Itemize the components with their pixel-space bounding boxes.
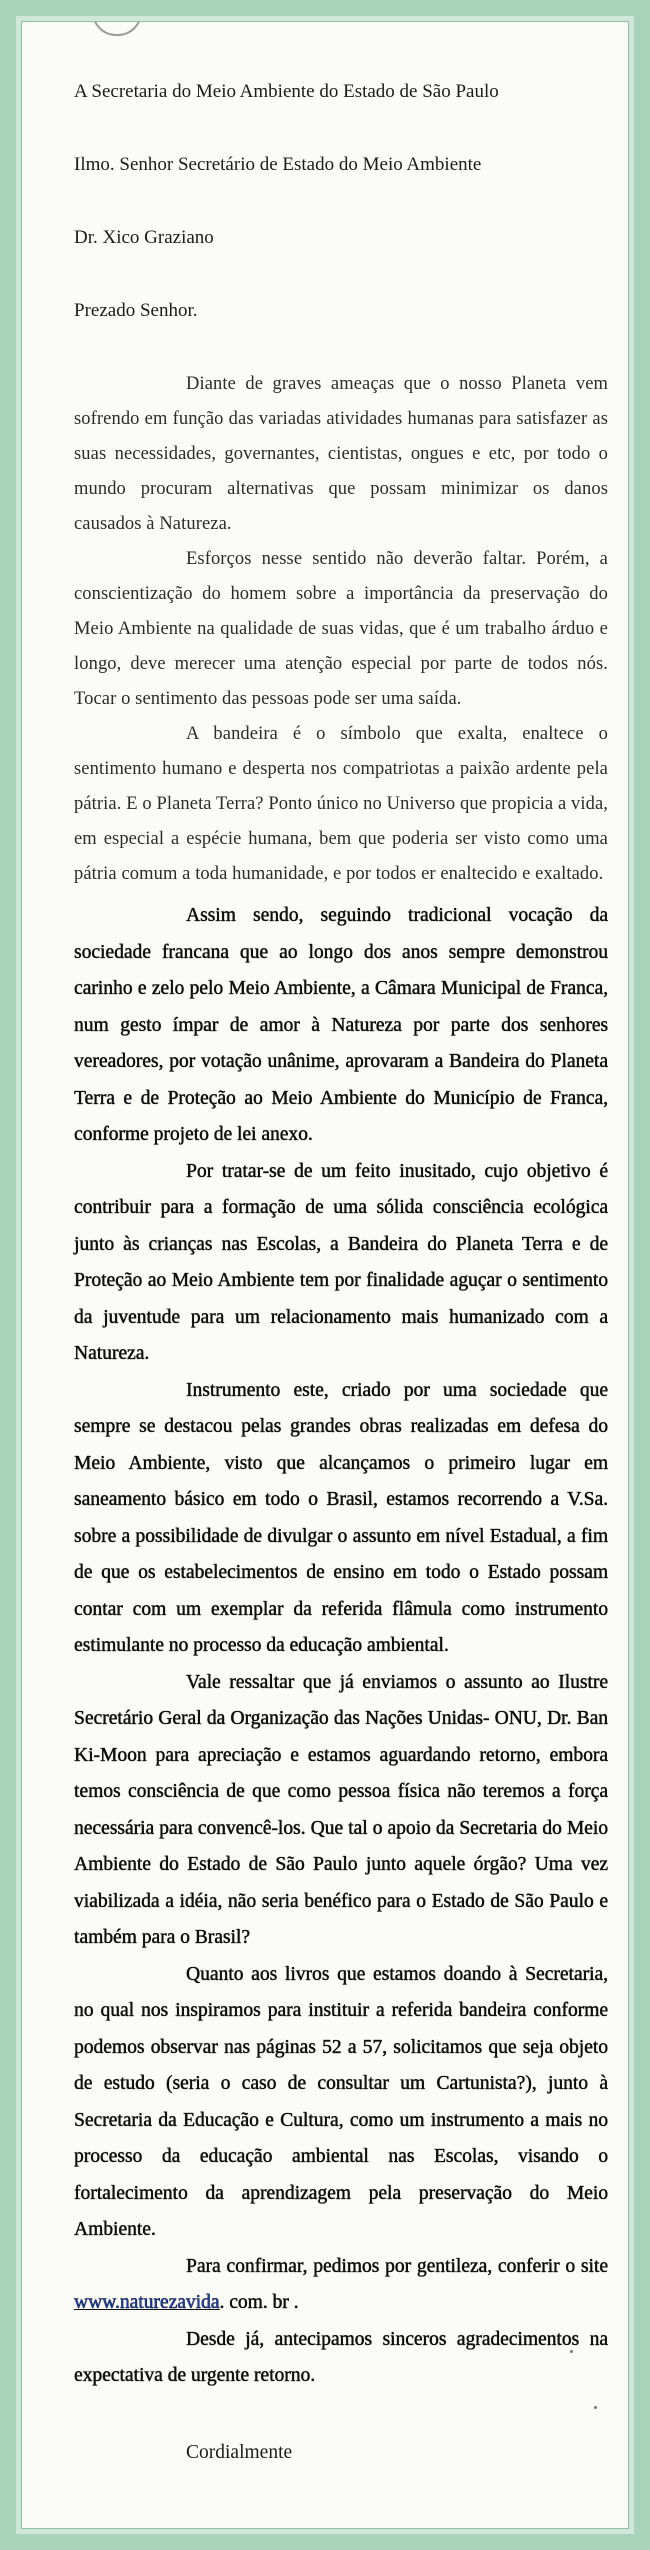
letter-page [22, 22, 628, 2528]
paragraph-request: Instrumento este, criado por uma sociedade que sempre se destacou pelas grandes obras realizadas em defesa do Meio Ambiente, visto que alcançamos o primeiro lugar em saneamento básico em todo o Brasil, estamos recorrendo a V.Sa. sobre a possibilidade de divulgar o assunto em nível Estadual, a fim de que os estabelecimentos de ensino em todo o Estado possam contar com um exemplar da referida flâmula como instrumento estimulante no processo da educação ambiental. [74, 1379, 608, 1656]
addressee: A Secretaria do Meio Ambiente do Estado de São Paulo [74, 81, 499, 102]
paragraph-efforts: Esforços nesse sentido não deverão faltar. Porém, a conscientização do homem sobre a importância da preservação do Meio Ambiente na qualidade de suas vidas, que é um trabalho árduo e longo, deve merecer uma atenção especial por parte de todos nós. Tocar o sentimento das pessoas pode ser uma saída. [74, 549, 608, 709]
paragraph-threats: Diante de graves ameaças que o nosso Planeta vem sofrendo em função das variadas atividades humanas para satisfazer as suas necessidades, governantes, cientistas, ongues e etc, por todo o mundo procuram alternativas que possam minimizar os danos causados à Natureza. [74, 374, 608, 534]
closing: Cordialmente [186, 2441, 293, 2463]
paragraph-books: Quanto aos livros que estamos doando à Secretaria, no qual nos inspiramos para instituir a referida bandeira conforme podemos observar nas páginas 52 a 57, solicitamos que seja objeto de estudo (seria o caso de consultar um Cartunista?), junto à Secretaria da Educação e Cultura, como um instrumento a mais no processo da educação ambiental nas Escolas, visando o fortalecimento da aprendizagem pela preservação do Meio Ambiente. [74, 1963, 608, 2240]
confirm-text: Para confirmar, pedimos por gentileza, conferir o site [186, 2255, 608, 2277]
punch-mark [92, 22, 142, 36]
paragraph-onu: Vale ressaltar que já enviamos o assunto ao Ilustre Secretário Geral da Organização das Nações Unidas- ONU, Dr. Ban Ki-Moon para apreciação e estamos aguardando retorno, embora temos consciência de que como pessoa física não teremos a força necessária para convencê-los. Que tal o apoio da Secretaria do Meio Ambiente do Estado de São Paulo junto aquele órgão? Uma vez viabilizada a idéia, não seria benéfico para o Estado de São Paulo e também para o Brasil? [74, 1671, 608, 1948]
intro-section [74, 367, 608, 892]
paragraph-confirm [74, 2249, 608, 2322]
salutation: Prezado Senhor. [74, 300, 198, 321]
site-suffix: . com. br . [219, 2292, 299, 2313]
recipient-title: Ilmo. Senhor Secretário de Estado do Meio Ambiente [74, 154, 482, 175]
recipient-name: Dr. Xico Graziano [74, 227, 214, 248]
scan-speck [594, 2406, 597, 2409]
paragraph-flag-symbol: A bandeira é o símbolo que exalta, enaltece o sentimento humano e desperta nos compatriotas a paixão ardente pela pátria. E o Planeta Terra? Ponto único no Universo que propicia a vida, em especial a espécie humana, bem que poderia ser visto como uma pátria comum a toda humanidade, e por todos er enaltecido e exaltado. [74, 724, 608, 884]
paragraph-thanks: Desde já, antecipamos sinceros agradecimentos na expectativa de urgente retorno. [74, 2328, 608, 2386]
scan-speck [570, 2350, 573, 2353]
main-section [74, 898, 608, 2471]
letter-body [74, 80, 608, 2471]
site-link[interactable]: www.naturezavida [74, 2292, 220, 2313]
paragraph-franca-approval: Assim sendo, seguindo tradicional vocação da sociedade francana que ao longo dos anos sempre demonstrou carinho e zelo pelo Meio Ambiente, a Câmara Municipal de Franca, num gesto ímpar de amor à Natureza por parte dos senhores vereadores, por votação unânime, aprovaram a Bandeira do Planeta Terra e de Proteção ao Meio Ambiente do Município de Franca, conforme projeto de lei anexo. [74, 905, 608, 1145]
paragraph-purpose: Por tratar-se de um feito inusitado, cujo objetivo é contribuir para a formação de uma sólida consciência ecológica junto às crianças nas Escolas, a Bandeira do Planeta Terra e de Proteção ao Meio Ambiente tem por finalidade aguçar o sentimento da juventude para um relacionamento mais humanizado com a Natureza. [74, 1160, 608, 1364]
